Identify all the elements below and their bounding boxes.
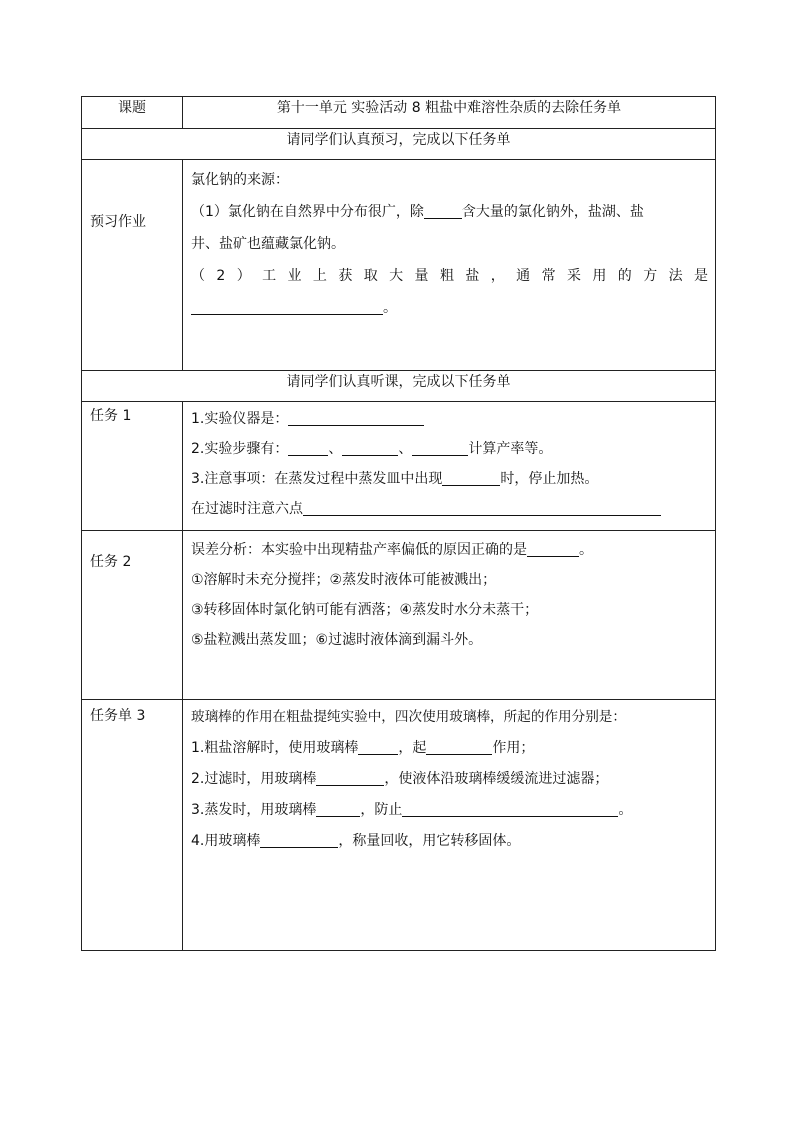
preview-banner-row (82, 129, 716, 160)
task3-transfer-blank[interactable] (260, 833, 338, 848)
task1-notes-text: 3.注意事项：在蒸发过程中蒸发皿中出现 (191, 471, 443, 487)
preview-label-cell (82, 160, 183, 371)
task1-line2 (191, 434, 708, 464)
task3-row (82, 700, 716, 951)
task3-evaporate-end: 。 (618, 802, 633, 818)
task1-line3 (191, 464, 708, 494)
preview-q1-text-b: 含大量的氯化钠外，盐湖、盐 (461, 204, 644, 220)
task2-line1 (191, 535, 708, 565)
task3-label: 任务单 3 (90, 708, 146, 724)
task3-line4 (191, 795, 708, 826)
worksheet-title: 第十一单元 实验活动 8 粗盐中难溶性杂质的去除任务单 (183, 97, 716, 129)
task3-evaporate-blank-2[interactable] (402, 802, 618, 817)
task2-content (183, 531, 716, 700)
task2-label-cell (82, 531, 183, 700)
task3-filter-end: ，使液体沿玻璃棒缓缓流进过滤器； (384, 771, 609, 787)
preview-q1-blank[interactable] (424, 204, 462, 219)
task2-option-5-6: ⑤盐粒溅出蒸发皿；⑥过滤时液体滴到漏斗外。 (191, 632, 483, 648)
task3-line5 (191, 826, 708, 857)
task1-steps-end: 计算产率等。 (468, 441, 553, 457)
task1-notes-blank[interactable] (442, 471, 500, 486)
task1-instruments-blank[interactable] (288, 411, 424, 426)
task1-content (183, 402, 716, 531)
preview-content (183, 160, 716, 371)
task1-sep-2: 、 (398, 441, 413, 457)
task3-content (183, 700, 716, 951)
task3-filter-blank[interactable] (316, 771, 384, 786)
task1-notes-end: 时，停止加热。 (500, 471, 599, 487)
lecture-banner: 请同学们认真听课，完成以下任务单 (82, 371, 716, 402)
preview-q2-end: 。 (383, 300, 397, 316)
task1-instruments-text: 1.实验仪器是： (191, 411, 289, 427)
task1-row (82, 402, 716, 531)
task2-analysis-text: 误差分析：本实验中出现精盐产率偏低的原因正确的是 (191, 542, 527, 558)
task1-label: 任务 1 (90, 408, 132, 424)
task1-step-blank-2[interactable] (342, 441, 398, 456)
subject-label: 课题 (82, 97, 183, 129)
task3-dissolve-blank-2[interactable] (426, 740, 492, 755)
task3-evaporate-blank-1[interactable] (316, 802, 360, 817)
task1-filter-blank[interactable] (303, 501, 661, 516)
task3-dissolve-text: 1.粗盐溶解时，使用玻璃棒 (191, 740, 359, 756)
task2-row (82, 531, 716, 700)
task1-label-cell (82, 402, 183, 531)
task1-step-blank-3[interactable] (412, 441, 468, 456)
preview-q2-answer-line (191, 292, 708, 324)
task3-label-cell (82, 700, 183, 951)
preview-q2-blank[interactable] (191, 300, 383, 315)
preview-q1-continued: 井、盐矿也蕴藏氯化钠。 (191, 236, 345, 252)
preview-banner: 请同学们认真预习，完成以下任务单 (82, 129, 716, 160)
task3-transfer-text: 4.用玻璃棒 (191, 833, 261, 849)
task3-transfer-end: ，称量回收，用它转移固体。 (338, 833, 521, 849)
worksheet-table (81, 96, 716, 951)
task2-label: 任务 2 (90, 554, 132, 570)
task3-line1: 玻璃棒的作用在粗盐提纯实验中，四次使用玻璃棒，所起的作用分别是： (191, 709, 626, 725)
preview-label: 预习作业 (90, 214, 146, 230)
task3-evaporate-text: 3.蒸发时，用玻璃棒 (191, 802, 317, 818)
task3-filter-text: 2.过滤时，用玻璃棒 (191, 771, 317, 787)
task1-step-blank-1[interactable] (288, 441, 328, 456)
task3-evaporate-mid: ，防止 (360, 802, 403, 818)
task3-dissolve-end: 作用； (492, 740, 535, 756)
lecture-banner-row (82, 371, 716, 402)
task1-sep-1: 、 (328, 441, 343, 457)
preview-row (82, 160, 716, 371)
task2-analysis-end: 。 (579, 542, 593, 558)
task2-option-3-4: ③转移固体时氯化钠可能有洒落；④蒸发时水分未蒸干； (191, 602, 539, 618)
task1-steps-text: 2.实验步骤有： (191, 441, 289, 457)
title-row (82, 97, 716, 129)
preview-q1-line (191, 196, 708, 228)
task1-filter-text: 在过滤时注意六点 (191, 501, 303, 517)
preview-q1-text-a: （1）氯化钠在自然界中分布很广，除 (191, 204, 424, 220)
preview-q2-text: （2）工业上获取大量粗盐，通常采用的方法是 (191, 268, 708, 284)
task2-option-1-2: ①溶解时未充分搅拌；②蒸发时液体可能被溅出； (191, 572, 497, 588)
task2-analysis-blank[interactable] (527, 542, 579, 557)
task3-dissolve-blank-1[interactable] (358, 740, 398, 755)
task1-line1 (191, 404, 708, 434)
task1-line4 (191, 494, 708, 524)
task3-line3 (191, 764, 708, 795)
task3-line2 (191, 733, 708, 764)
task3-dissolve-mid: ，起 (398, 740, 427, 756)
preview-intro: 氯化钠的来源： (191, 172, 289, 188)
